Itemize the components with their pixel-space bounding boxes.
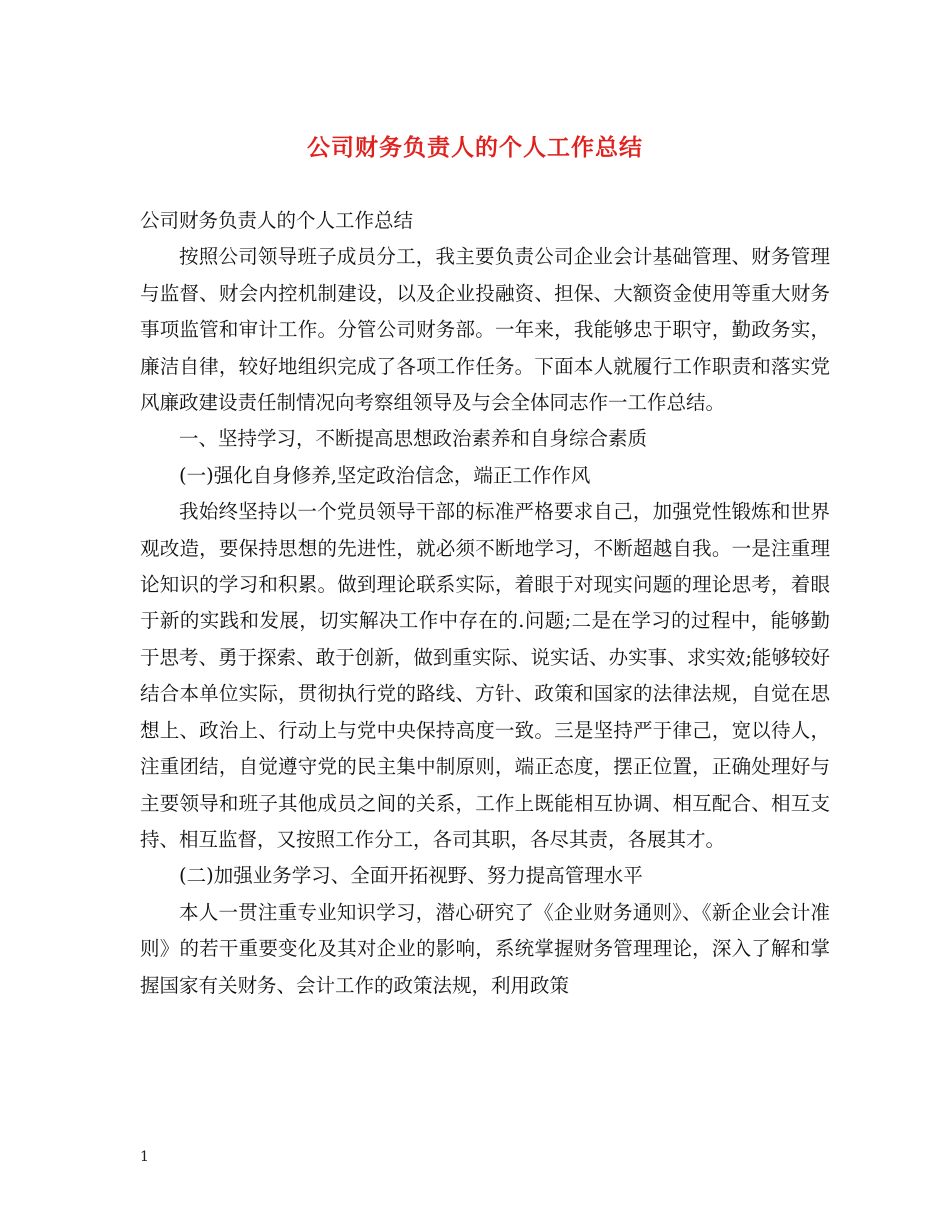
subsection-heading-2: (二)加强业务学习、全面开拓视野、努力提高管理水平 xyxy=(179,864,643,888)
paragraph-subtitle: 公司财务负责人的个人工作总结 xyxy=(140,209,414,232)
paragraph-subsection-2: 本人一贯注重专业知识学习，潜心研究了《企业财务通则》、《新企业会计准则》的若干重要变化及其对企业的影响，系统掌握财务管理理论，深入了解和掌握国家有关财务、会计工作的政策法规，利用政策 xyxy=(140,900,830,997)
subsection-heading-1: (一)强化自身修养,坚定政治信念，端正工作作风 xyxy=(179,463,591,487)
document-body xyxy=(140,203,830,1004)
section-heading-1: 一、坚持学习，不断提高思想政治素养和自身综合素质 xyxy=(179,427,648,451)
document-title: 公司财务负责人的个人工作总结 xyxy=(307,134,643,161)
paragraph-intro: 按照公司领导班子成员分工，我主要负责公司企业会计基础管理、财务管理与监督、财会内控机制建设，以及企业投融资、担保、大额资金使用等重大财务事项监管和审计工作。分管公司财务部。一年来，我能够忠于职守，勤政务实，廉洁自律，较好地组织完成了各项工作任务。下面本人就履行工作职责和落实党风廉政建设责任制情况向考察组领导及与会全体同志作一工作总结。 xyxy=(140,245,830,415)
paragraph-subsection-1: 我始终坚持以一个党员领导干部的标准严格要求自己，加强党性锻炼和世界观改造，要保持思想的先进性，就必须不断地学习，不断超越自我。一是注重理论知识的学习和积累。做到理论联系实际，着眼于对现实问题的理论思考，着眼于新的实践和发展，切实解决工作中存在的.问题;二是在学习的过程中，能够勤于思考、勇于探索、敢于创新，做到重实际、说实话、办实事、求实效;能够较好结合本单位实际，贯彻执行党的路线、方针、政策和国家的法律法规，自觉在思想上、政治上、行动上与党中央保持高度一致。三是坚持严于律己，宽以待人，注重团结，自觉遵守党的民主集中制原则，端正态度，摆正位置，正确处理好与主要领导和班子其他成员之间的关系，工作上既能相互协调、相互配合、相互支持、相互监督，又按照工作分工，各司其职，各尽其责，各展其才。 xyxy=(140,500,830,851)
page-number: 1 xyxy=(140,1149,149,1165)
